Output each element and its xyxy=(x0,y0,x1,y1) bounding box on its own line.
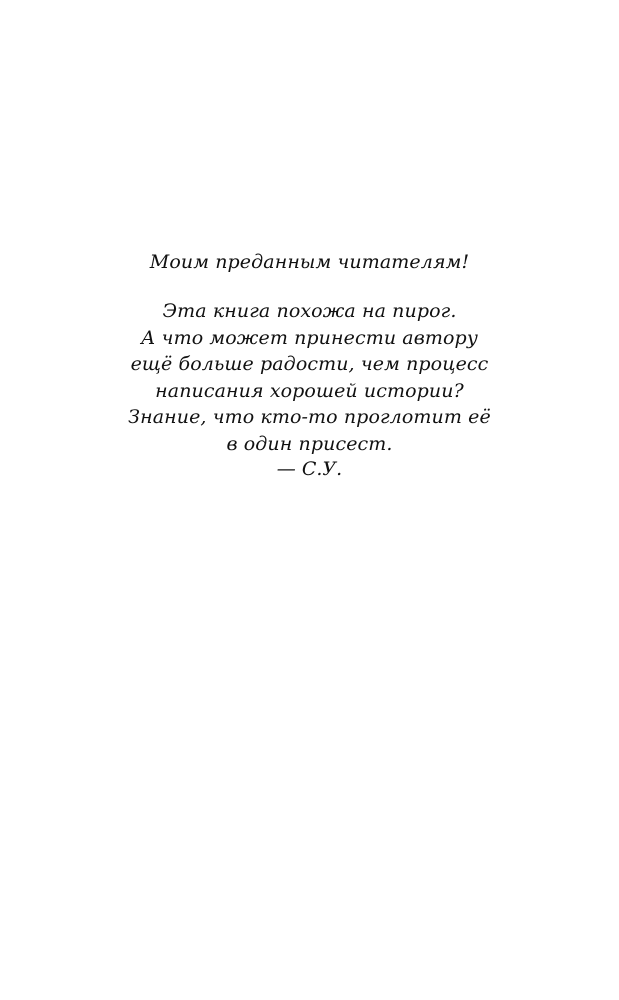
dedication-line: в один присест. xyxy=(226,432,393,455)
dedication-line: ещё больше радости, чем процесс xyxy=(130,353,489,375)
dedication-line: Эта книга похожа на пирог. xyxy=(162,300,457,322)
dedication-line: написания хорошей истории? xyxy=(155,379,464,402)
dedication-body xyxy=(0,298,619,457)
dedication-line: Знание, что кто-то проглотит её xyxy=(128,406,491,428)
dedication-signature: — С.У. xyxy=(276,458,343,480)
dedication-line: А что может принести автору xyxy=(141,326,478,349)
dedication-heading: Моим преданным читателям! xyxy=(149,251,470,273)
